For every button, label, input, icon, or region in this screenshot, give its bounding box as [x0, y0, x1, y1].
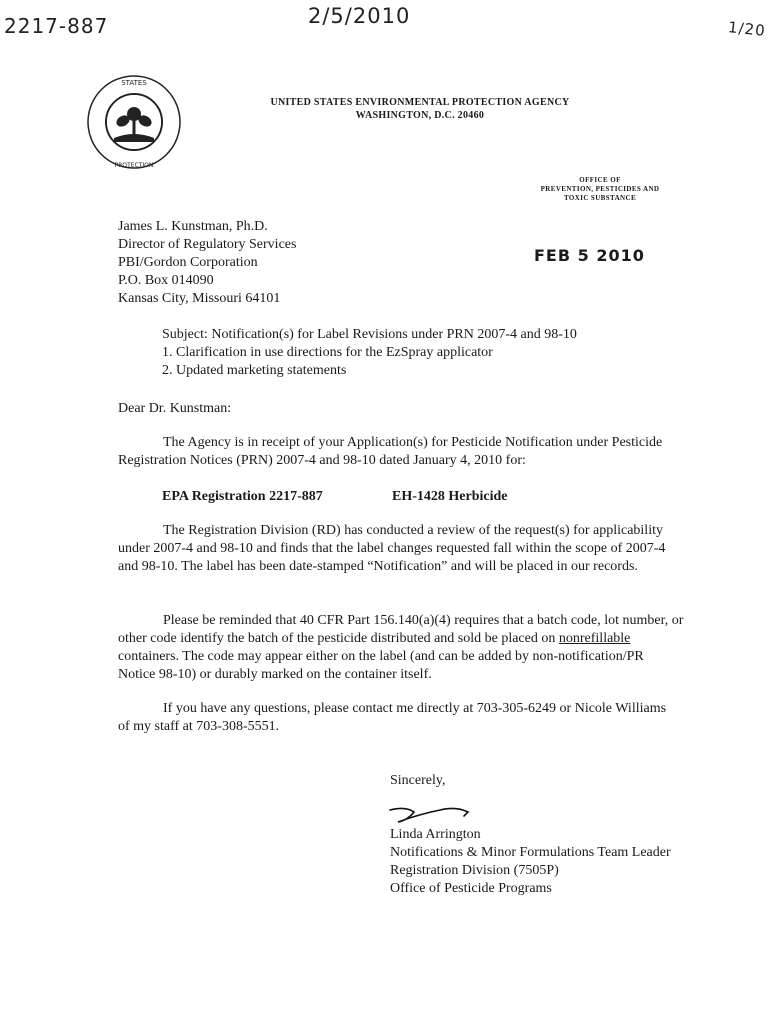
product-name: EH-1428 Herbicide: [392, 489, 508, 504]
paragraph-review: The Registration Division (RD) has conducted a review of the request(s) for applicability under 2007-4 and 98-10 and finds that the label changes requested fall within the scope of 2007-4 and 98-10. The label has been date-stamped “Notification” and will be placed in our records.: [118, 523, 666, 574]
recipient-line: Director of Regulatory Services: [118, 237, 297, 252]
epa-seal-logo: [84, 72, 184, 172]
recipient-line: James L. Kunstman, Ph.D.: [118, 219, 268, 234]
handwritten-file-number: 2217-887: [4, 14, 109, 38]
svg-text:PROTECTION: PROTECTION: [114, 162, 154, 169]
office-line: TOXIC SUBSTANCE: [563, 194, 637, 202]
signer-division: Registration Division (7505P): [390, 863, 559, 878]
closing: Sincerely,: [390, 773, 446, 788]
signer-name: Linda Arrington: [390, 827, 481, 842]
batch-code-text-end: containers. The code may appear either on the label (and can be added by non-notification/PR Notice 98-10) or durably marked on the container itself.: [118, 649, 644, 682]
handwritten-date: 2/5/2010: [308, 4, 411, 28]
recipient-line: P.O. Box 014090: [118, 273, 214, 288]
recipient-address: [118, 218, 478, 308]
agency-city: WASHINGTON, D.C. 20460: [355, 110, 485, 121]
office-block: [520, 176, 680, 203]
signer-title: Notifications & Minor Formulations Team Leader: [390, 845, 671, 860]
signature-block: [390, 826, 750, 898]
svg-text:STATES: STATES: [121, 79, 147, 87]
handwritten-page-marker: 1/20: [727, 18, 767, 40]
paragraph-batch-code: [118, 612, 684, 684]
subject-line: Subject: Notification(s) for Label Revisions under PRN 2007-4 and 98-10: [162, 327, 577, 342]
subject-block: [162, 326, 682, 380]
recipient-line: Kansas City, Missouri 64101: [118, 291, 281, 306]
office-line: OFFICE OF: [579, 176, 621, 184]
subject-item: 2. Updated marketing statements: [162, 363, 347, 378]
nonrefillable-term: nonrefillable: [558, 631, 631, 646]
date-stamp: FEB 5 2010: [534, 246, 645, 265]
letterhead: [220, 96, 620, 122]
recipient-line: PBI/Gordon Corporation: [118, 255, 258, 270]
registration-number: EPA Registration 2217-887: [162, 489, 323, 504]
office-line: PREVENTION, PESTICIDES AND: [540, 185, 660, 193]
batch-code-text: Please be reminded that 40 CFR Part 156.140(a)(4) requires that a batch code, lot number, or other code identify the batch of the pesticide distributed and sold be placed on: [118, 613, 684, 646]
salutation: Dear Dr. Kunstman:: [118, 401, 232, 416]
paragraph-contact: If you have any questions, please contact me directly at 703-305-6249 or Nicole Williams of my staff at 703-308-5551.: [118, 701, 667, 734]
agency-name: UNITED STATES ENVIRONMENTAL PROTECTION AGENCY: [270, 97, 570, 108]
epa-seal-icon: [84, 72, 184, 172]
signer-office: Office of Pesticide Programs: [390, 881, 552, 896]
subject-item: 1. Clarification in use directions for the EzSpray applicator: [162, 345, 493, 360]
paragraph-receipt: The Agency is in receipt of your Application(s) for Pesticide Notification under Pesticide Registration Notices (PRN) 2007-4 and 98-10 dated January 4, 2010 for:: [118, 435, 663, 468]
